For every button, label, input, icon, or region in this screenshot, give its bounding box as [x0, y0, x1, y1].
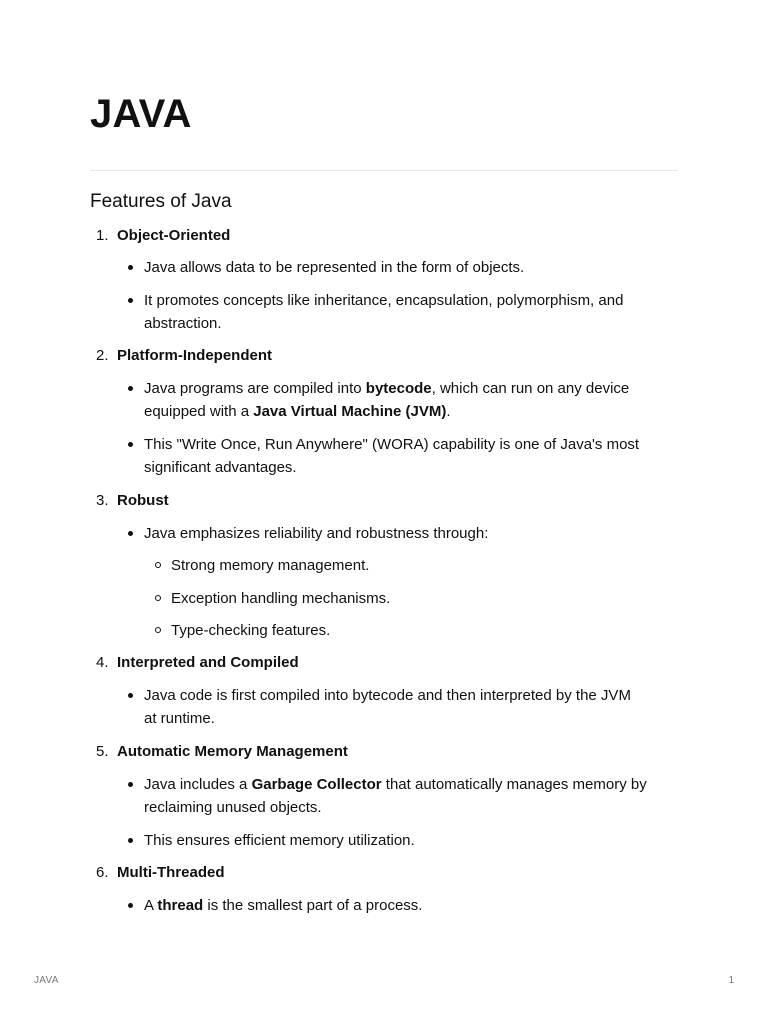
- bullet-dot-icon: [128, 265, 133, 270]
- item-heading: Multi-Threaded: [117, 864, 225, 881]
- item-heading: Automatic Memory Management: [117, 743, 348, 760]
- list-number: 4.: [96, 654, 109, 671]
- bullet-dot-icon: [128, 903, 133, 908]
- sub-bullet-text: Strong memory management.: [171, 557, 370, 574]
- bullet-dot-icon: [128, 531, 133, 536]
- bullet-text: Java allows data to be represented in the form of objects.: [144, 259, 525, 276]
- bullet-dot-icon: [128, 782, 133, 787]
- bullet-circle-icon: [155, 562, 161, 568]
- item-heading: Interpreted and Compiled: [117, 654, 299, 671]
- sub-bullet-text: Exception handling mechanisms.: [171, 590, 391, 607]
- bullet-dot-icon: [128, 693, 133, 698]
- sub-bullet-text: Type-checking features.: [171, 622, 331, 639]
- list-number: 6.: [96, 864, 109, 881]
- list-number: 2.: [96, 347, 109, 364]
- page-number: 1: [728, 975, 734, 986]
- list-number: 1.: [96, 227, 109, 244]
- title-divider: [90, 170, 678, 171]
- bullet-text: Java programs are compiled into bytecode, which can run on any device equipped with a Java Virtual Machine (JVM).: [144, 380, 630, 420]
- bullet-text: Java code is first compiled into bytecode and then interpreted by the JVM at runtime.: [144, 687, 631, 727]
- bullet-dot-icon: [128, 298, 133, 303]
- bullet-text: Java includes a Garbage Collector that automatically manages memory by reclaiming unused objects.: [144, 776, 647, 816]
- bullet-circle-icon: [155, 595, 161, 601]
- bullet-text: It promotes concepts like inheritance, encapsulation, polymorphism, and abstraction.: [144, 292, 624, 332]
- list-number: 5.: [96, 743, 109, 760]
- footer-title: JAVA: [34, 975, 59, 986]
- bullet-text: Java emphasizes reliability and robustness through:: [144, 525, 489, 542]
- bullet-text: A thread is the smallest part of a process.: [144, 897, 423, 914]
- bullet-dot-icon: [128, 386, 133, 391]
- section-heading: Features of Java: [90, 191, 232, 212]
- bullet-text: This ensures efficient memory utilization.: [144, 832, 415, 849]
- document-title: JAVA: [90, 92, 192, 136]
- item-heading: Platform-Independent: [117, 347, 273, 364]
- bullet-dot-icon: [128, 838, 133, 843]
- list-number: 3.: [96, 492, 109, 509]
- bullet-dot-icon: [128, 442, 133, 447]
- bullet-text: This "Write Once, Run Anywhere" (WORA) capability is one of Java's most significant advantages.: [144, 436, 640, 476]
- item-heading: Robust: [117, 492, 169, 509]
- item-heading: Object-Oriented: [117, 227, 231, 244]
- bullet-circle-icon: [155, 627, 161, 633]
